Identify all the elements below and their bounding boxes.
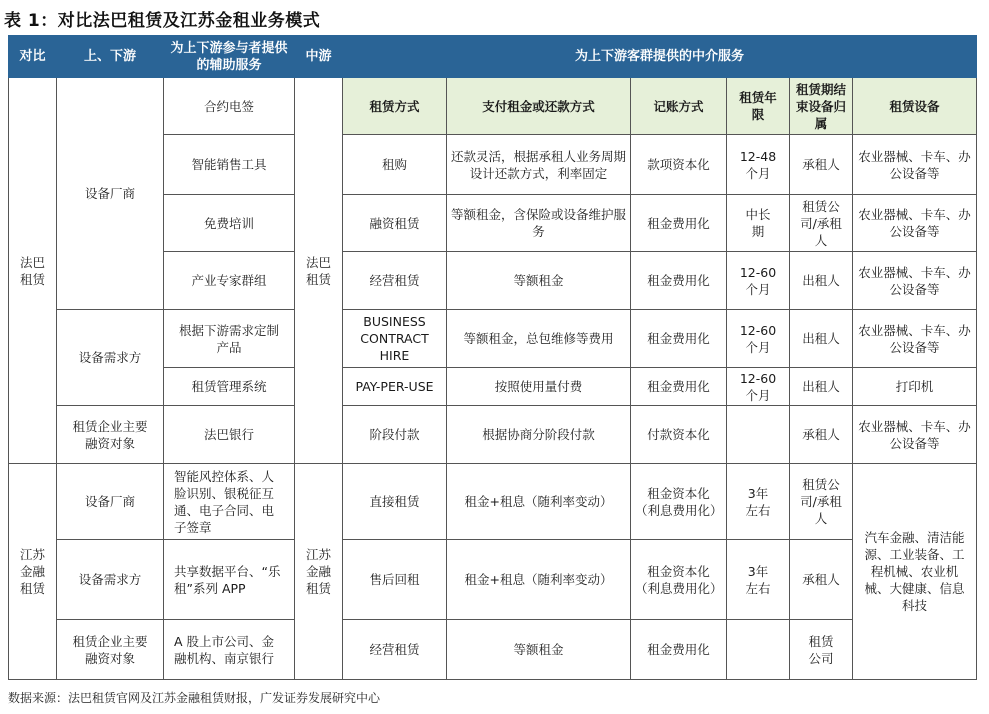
accounting-method: 租金费用化 — [631, 195, 727, 252]
lease-term — [727, 406, 790, 464]
company-jiangsu: 江苏金融租赁 — [9, 464, 57, 680]
service-item: 智能销售工具 — [164, 135, 295, 195]
group-financing-target: 租赁企业主要融资对象 — [57, 620, 164, 680]
ownership: 租赁公司/承租人 — [790, 195, 853, 252]
equipment: 农业器械、卡车、办公设备等 — [853, 252, 977, 310]
accounting-method: 款项资本化 — [631, 135, 727, 195]
service-item: 智能风控体系、人脸识别、银税征互通、电子合同、电子签章 — [164, 464, 295, 540]
lease-mode: PAY-PER-USE — [343, 368, 447, 406]
accounting-method: 租金费用化 — [631, 310, 727, 368]
group-equipment-maker: 设备厂商 — [57, 464, 164, 540]
group-equipment-maker: 设备厂商 — [57, 78, 164, 310]
service-item: 根据下游需求定制产品 — [164, 310, 295, 368]
table-row — [9, 406, 977, 464]
service-item: 法巴银行 — [164, 406, 295, 464]
subheader-term: 租赁年限 — [727, 78, 790, 135]
service-item: 产业专家群组 — [164, 252, 295, 310]
header-aux-service: 为上下游参与者提供的辅助服务 — [164, 36, 295, 78]
header-up-down: 上、下游 — [57, 36, 164, 78]
mid-bnp: 法巴租赁 — [295, 78, 343, 464]
payment-method: 租金+租息（随利率变动） — [447, 540, 631, 620]
equipment: 农业器械、卡车、办公设备等 — [853, 195, 977, 252]
lease-term: 12-60个月 — [727, 252, 790, 310]
accounting-method: 租金资本化（利息费用化） — [631, 540, 727, 620]
equipment: 农业器械、卡车、办公设备等 — [853, 406, 977, 464]
lease-term: 12-48个月 — [727, 135, 790, 195]
table-row — [9, 310, 977, 368]
service-item: 共享数据平台、“乐租”系列 APP — [164, 540, 295, 620]
accounting-method: 租金资本化（利息费用化） — [631, 464, 727, 540]
company-bnp: 法巴租赁 — [9, 78, 57, 464]
lease-mode: 经营租赁 — [343, 620, 447, 680]
payment-method: 等额租金 — [447, 252, 631, 310]
subheader-accounting: 记账方式 — [631, 78, 727, 135]
payment-method: 等额租金 — [447, 620, 631, 680]
equipment: 农业器械、卡车、办公设备等 — [853, 135, 977, 195]
lease-term: 3年左右 — [727, 540, 790, 620]
lease-mode: 融资租赁 — [343, 195, 447, 252]
payment-method: 等额租金，总包维修等费用 — [447, 310, 631, 368]
service-item: 免费培训 — [164, 195, 295, 252]
service-item: 合约电签 — [164, 78, 295, 135]
table-row — [9, 464, 977, 540]
equipment: 汽车金融、清洁能源、工业装备、工程机械、农业机械、大健康、信息科技 — [853, 464, 977, 680]
lease-term: 3年左右 — [727, 464, 790, 540]
ownership: 出租人 — [790, 368, 853, 406]
lease-mode: 租购 — [343, 135, 447, 195]
payment-method: 等额租金，含保险或设备维护服务 — [447, 195, 631, 252]
header-midstream: 中游 — [295, 36, 343, 78]
lease-term — [727, 620, 790, 680]
ownership: 租赁公司/承租人 — [790, 464, 853, 540]
lease-mode: 售后回租 — [343, 540, 447, 620]
accounting-method: 租金费用化 — [631, 368, 727, 406]
lease-term: 中长期 — [727, 195, 790, 252]
mid-jiangsu: 江苏金融租赁 — [295, 464, 343, 680]
equipment: 打印机 — [853, 368, 977, 406]
subheader-lease-mode: 租赁方式 — [343, 78, 447, 135]
lease-term: 12-60个月 — [727, 368, 790, 406]
accounting-method: 租金费用化 — [631, 620, 727, 680]
group-equipment-demander: 设备需求方 — [57, 310, 164, 406]
header-compare: 对比 — [9, 36, 57, 78]
table-header-row — [9, 36, 977, 78]
subheader-payment: 支付租金或还款方式 — [447, 78, 631, 135]
ownership: 承租人 — [790, 135, 853, 195]
ownership: 承租人 — [790, 540, 853, 620]
payment-method: 根据协商分阶段付款 — [447, 406, 631, 464]
ownership: 出租人 — [790, 310, 853, 368]
accounting-method: 租金费用化 — [631, 252, 727, 310]
lease-mode: BUSINESS CONTRACT HIRE — [343, 310, 447, 368]
table-title: 表 1：对比法巴租赁及江苏金租业务模式 — [4, 11, 321, 31]
group-financing-target: 租赁企业主要融资对象 — [57, 406, 164, 464]
service-item: 租赁管理系统 — [164, 368, 295, 406]
table-row — [9, 620, 977, 680]
header-intermediary-service: 为上下游客群提供的中介服务 — [343, 36, 977, 78]
payment-method: 租金+租息（随利率变动） — [447, 464, 631, 540]
comparison-table — [8, 35, 977, 680]
table-row — [9, 540, 977, 620]
lease-mode: 阶段付款 — [343, 406, 447, 464]
equipment: 农业器械、卡车、办公设备等 — [853, 310, 977, 368]
subheader-ownership: 租赁期结束设备归属 — [790, 78, 853, 135]
data-source-note: 数据来源：法巴租赁官网及江苏金融租赁财报，广发证券发展研究中心 — [8, 691, 381, 705]
accounting-method: 付款资本化 — [631, 406, 727, 464]
payment-method: 按照使用量付费 — [447, 368, 631, 406]
service-item: A 股上市公司、金融机构、南京银行 — [164, 620, 295, 680]
subheader-equipment: 租赁设备 — [853, 78, 977, 135]
group-equipment-demander: 设备需求方 — [57, 540, 164, 620]
lease-mode: 经营租赁 — [343, 252, 447, 310]
ownership: 租赁公司 — [790, 620, 853, 680]
lease-mode: 直接租赁 — [343, 464, 447, 540]
payment-method: 还款灵活，根据承租人业务周期设计还款方式，利率固定 — [447, 135, 631, 195]
lease-term: 12-60个月 — [727, 310, 790, 368]
ownership: 出租人 — [790, 252, 853, 310]
ownership: 承租人 — [790, 406, 853, 464]
